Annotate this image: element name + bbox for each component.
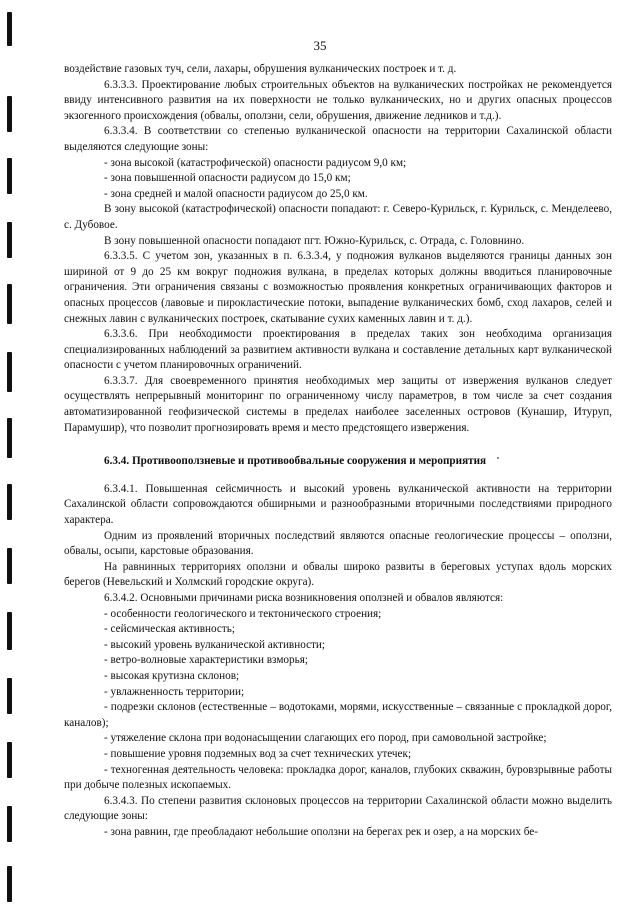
paragraph: 6.3.4.3. По степени развития склоновых процессов на территории Сахалинской области можно выделить следующие зоны: (64, 794, 612, 823)
page-number: 35 (313, 38, 327, 53)
paragraph: - ветро-волновые характеристики взморья; (104, 654, 308, 667)
paragraph: - зона средней и малой опасности радиусом до 25,0 км. (104, 187, 368, 200)
margin-bar (7, 484, 12, 520)
margin-bar (7, 742, 12, 778)
paragraph: воздействие газовых туч, сели, лахары, обрушения вулканических построек и т. д. (64, 63, 457, 75)
document-body (64, 62, 612, 841)
paragraph: В зону высокой (катастрофической) опасности попадают: г. Северо-Курильск, г. Курильск, с. Менделеево, с. Дубовое. (64, 203, 612, 231)
paragraph: - высокий уровень вулканической активности; (104, 638, 326, 651)
paragraph: 6.3.3.7. Для своевременного принятия необходимых мер защиты от извержения вулканов следует осуществлять непрерывный мониторинг по ограниченному числу параметров, в том числе за счет создания автоматизированной геофизической системы в пределах наиболее заселенных островов (Кунашир, Итуруп, Парамушир), что позволит прогнозировать время и место предстоящего извержения. (64, 374, 612, 434)
paragraph: - техногенная деятельность человека: прокладка дорог, каналов, глубоких скважин, буровзрывные работы при добыче полезных ископаемых. (64, 763, 612, 792)
paragraph: - увлажненность территории; (104, 685, 245, 698)
paragraph: - подрезки склонов (естественные – водотоками, морями, искусственные – связанные с прокладкой дорог, каналов); (64, 701, 612, 729)
paragraph: 6.3.3.5. С учетом зон, указанных в п. 6.3.3.4, у подножия вулканов выделяются границы данных зон шириной от 9 до 25 км вокруг подножия вулкана, в пределах которых должны вводиться планировочные ограничения. Эти ограничения связаны с возможностью проявления конкретных ограничивающих факторов и опасных процессов (лавовые и пирокластические потоки, выпадение вулканических бомб, сход лахаров, селей и снежных лавин с вулканических построек, скатывание сухих каменных лавин и т. д.). (64, 250, 612, 325)
paragraph: - высокая крутизна склонов; (104, 669, 240, 682)
margin-bar (7, 548, 12, 584)
margin-bar (7, 866, 12, 902)
margin-bar (7, 678, 12, 714)
paragraph: Одним из проявлений вторичных последствий являются опасные геологические процессы – оползни, обвалы, осыпи, карстовые образования. (64, 529, 612, 558)
section-heading: 6.3.4. Противооползневые и противообвальные сооружения и мероприятия (104, 455, 487, 468)
paragraph: - зона повышенной опасности радиусом до 15,0 км; (104, 172, 351, 185)
margin-bar (7, 806, 12, 842)
margin-bar (7, 418, 12, 458)
paragraph: 6.3.4.1. Повышенная сейсмичность и высокий уровень вулканической активности на территории Сахалинской области сопровождаются обширными и разнообразными вторичными последствиями природного характера. (64, 482, 612, 527)
paragraph: - сейсмическая активность; (104, 623, 235, 636)
margin-bar (7, 612, 12, 650)
paragraph: 6.3.4.2. Основными причинами риска возникновения оползней и обвалов являются: (104, 592, 504, 604)
paragraph: - зона равнин, где преобладают небольшие оползни на берегах рек и озер, а на морских бе- (104, 825, 538, 838)
paragraph: 6.3.3.4. В соответствии со степенью вулканической опасности на территории Сахалинской области выделяются следующие зоны: (64, 125, 612, 153)
paragraph: - повышение уровня подземных вод за счет технических утечек; (104, 747, 412, 760)
paragraph: На равнинных территориях оползни и обвалы широко развиты в береговых уступах вдоль морских берегов (Невельский и Холмский городские округа). (64, 560, 612, 589)
margin-bar (7, 284, 12, 324)
paragraph: В зону повышенной опасности попадают пгт. Южно-Курильск, с. Отрада, с. Головнино. (104, 234, 525, 247)
margin-bar (7, 352, 12, 392)
paragraph: 6.3.3.6. При необходимости проектирования в пределах таких зон необходима организация специализированных наблюдений за развитием активности вулкана и составление детальных карт вулканической опасности с учетом планировочных ограничений. (64, 328, 612, 372)
paragraph: - зона высокой (катастрофической) опасности радиусом 9,0 км; (104, 156, 407, 169)
paragraph: - утяжеление склона при водонасыщении слагающих его пород, при самовольной застройке; (104, 732, 547, 745)
paragraph: - особенности геологического и тектонического строения; (104, 607, 382, 620)
margin-bar (7, 222, 12, 258)
paragraph: 6.3.3.3. Проектирование любых строительных объектов на вулканических постройках не рекомендуется ввиду интенсивного развития на их поверхности не только вулканических, но и других опасных процессов экзогенного происхождения (обвалы, оползни, сели, обрушения, движение ледников и т.д.). (64, 78, 612, 122)
margin-bar (7, 96, 12, 132)
margin-bar (7, 158, 12, 194)
